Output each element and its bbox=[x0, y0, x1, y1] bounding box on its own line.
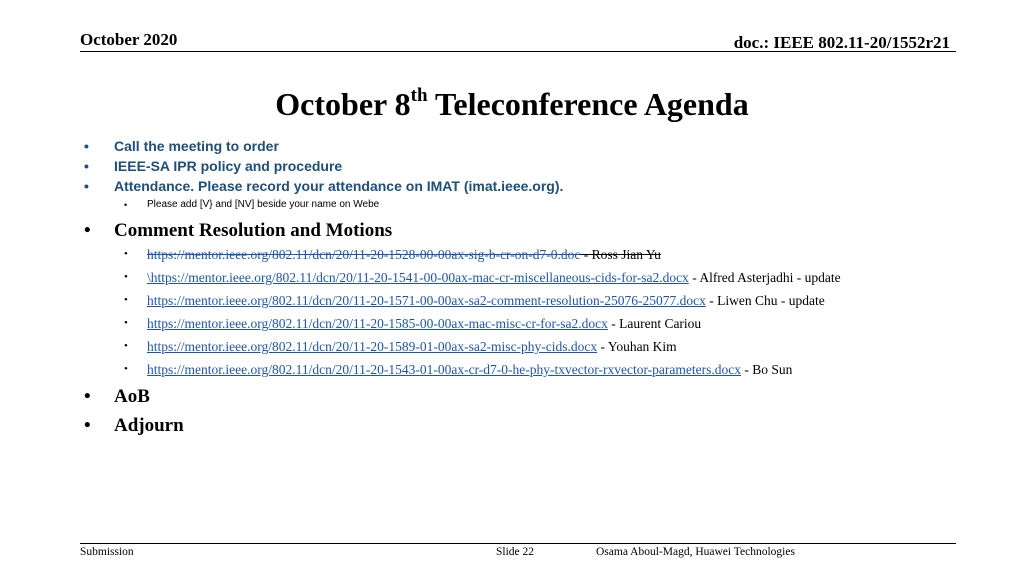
presenter: - Youhan Kim bbox=[597, 339, 677, 354]
bullet: • bbox=[84, 415, 91, 436]
bullet: • bbox=[84, 220, 91, 241]
presenter: - Liwen Chu - update bbox=[705, 293, 825, 308]
footer-submission: Submission bbox=[80, 546, 134, 558]
document-link-row bbox=[124, 312, 984, 335]
agenda-item-label: AoB bbox=[114, 386, 150, 407]
agenda-item bbox=[84, 156, 984, 176]
agenda-item-label: Call the meeting to order bbox=[114, 138, 279, 154]
presenter: - Laurent Cariou bbox=[607, 316, 702, 331]
slide-title: October 8th Teleconference Agenda bbox=[275, 85, 749, 122]
agenda-item-label: IEEE-SA IPR policy and procedure bbox=[114, 158, 343, 174]
presenter: - Alfred Asterjadhi - update bbox=[688, 270, 841, 285]
attendance-note-text: Please add [V} and [NV] beside your name on Webe bbox=[147, 199, 380, 210]
document-link-row bbox=[124, 335, 984, 358]
agenda-item bbox=[84, 136, 984, 156]
bullet: • bbox=[84, 138, 89, 154]
document-link[interactable]: https://mentor.ieee.org/802.11/dcn/20/11-20-1571-00-00ax-sa2-comment-resolution-25076-25077.docx bbox=[147, 293, 706, 308]
bullet: • bbox=[124, 363, 128, 375]
document-link[interactable]: https://mentor.ieee.org/802.11/dcn/20/11-20-1528-00-00ax-sig-b-cr-on-d7-0.doc bbox=[147, 247, 581, 262]
header-rule bbox=[80, 51, 956, 52]
bullet: • bbox=[124, 340, 128, 352]
presenter: - Ross Jian Yu bbox=[580, 247, 661, 262]
document-link[interactable]: https://mentor.ieee.org/802.11/dcn/20/11-20-1589-01-00ax-sa2-misc-phy-cids.docx bbox=[147, 339, 598, 354]
footer-rule bbox=[80, 543, 956, 544]
bullet: • bbox=[84, 178, 89, 194]
presenter: - Bo Sun bbox=[741, 362, 793, 377]
document-link[interactable]: \https://mentor.ieee.org/802.11/dcn/20/11-20-1541-00-00ax-mac-cr-miscellaneous-cids-for-sa2.docx bbox=[147, 270, 689, 285]
header-date: October 2020 bbox=[80, 30, 178, 49]
bullet: • bbox=[124, 317, 128, 329]
agenda-item-label: Adjourn bbox=[114, 415, 184, 436]
bullet: • bbox=[124, 294, 128, 306]
document-link-row bbox=[124, 358, 984, 381]
bullet: • bbox=[124, 271, 128, 283]
agenda-item-label: Comment Resolution and Motions bbox=[114, 220, 393, 241]
bullet: • bbox=[84, 158, 89, 174]
agenda-item-label: Attendance. Please record your attendance on IMAT (imat.ieee.org). bbox=[114, 178, 564, 194]
header-doc-id: doc.: IEEE 802.11-20/1552r21 bbox=[733, 33, 950, 52]
agenda-item bbox=[84, 384, 984, 409]
document-link[interactable]: https://mentor.ieee.org/802.11/dcn/20/11-20-1543-01-00ax-cr-d7-0-he-phy-txvector-rxvector-parameters.docx bbox=[147, 362, 741, 377]
document-link-row bbox=[124, 266, 984, 289]
attendance-note bbox=[124, 196, 984, 214]
agenda-item bbox=[84, 413, 984, 438]
footer-slide-number: Slide 22 bbox=[496, 546, 535, 558]
document-link-row bbox=[124, 289, 984, 312]
footer-author: Osama Aboul-Magd, Huawei Technologies bbox=[596, 546, 795, 558]
bullet: • bbox=[124, 248, 128, 260]
bullet: • bbox=[124, 200, 128, 210]
bullet: • bbox=[84, 386, 91, 407]
agenda-list bbox=[84, 136, 984, 438]
document-link[interactable]: https://mentor.ieee.org/802.11/dcn/20/11-20-1585-00-00ax-mac-misc-cr-for-sa2.docx bbox=[147, 316, 608, 331]
document-link-row bbox=[124, 243, 984, 266]
agenda-item bbox=[84, 176, 984, 196]
agenda-item bbox=[84, 218, 984, 243]
